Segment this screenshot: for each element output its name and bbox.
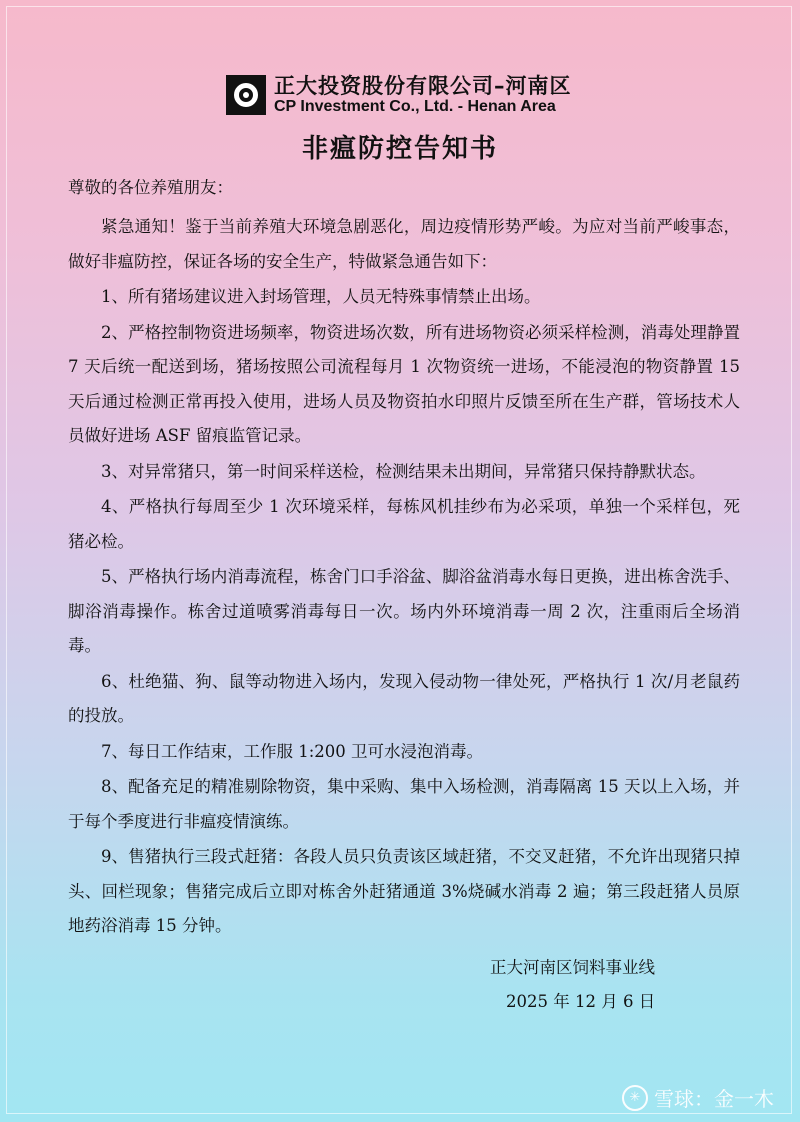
paragraph-item-8: 8、配备充足的精准剔除物资，集中采购、集中入场检测，消毒隔离 15 天以上入场，并于每个季度进行非瘟疫情演练。 [68,777,740,831]
watermark-text: 雪球：金一木 [654,1087,774,1111]
company-name-cn: 正大投资股份有限公司–河南区 [274,74,572,98]
paragraph-intro: 紧急通知！鉴于当前养殖大环境急剧恶化，周边疫情形势严峻。为应对当前严峻事态，做好非瘟防控，保证各场的安全生产，特做紧急通告如下： [68,217,740,271]
paragraph-item-7: 7、每日工作结束，工作服 1:200 卫可水浸泡消毒。 [101,741,484,761]
paragraph-item-6: 6、杜绝猫、狗、鼠等动物进入场内，发现入侵动物一律处死，严格执行 1 次/月老鼠药的投放。 [68,671,740,725]
paragraph-item-5: 5、严格执行场内消毒流程，栋舍门口手浴盆、脚浴盆消毒水每日更换，进出栋舍洗手、脚浴消毒操作。栋舍过道喷雾消毒每日一次。场内外环境消毒一周 2 次，注重雨后全场消毒。 [68,567,740,655]
salutation: 尊敬的各位养殖朋友： [68,178,233,197]
paragraph-item-3: 3、对异常猪只，第一时间采样送检，检测结果未出期间，异常猪只保持静默状态。 [101,461,706,481]
document-body [68,174,740,945]
company-name-en: CP Investment Co., Ltd. - Henan Area [274,98,556,115]
company-header [226,72,572,118]
watermark [622,1083,774,1112]
cp-logo-icon [226,75,266,115]
paragraph-item-1: 1、所有猪场建议进入封场管理，人员无特殊事情禁止出场。 [101,287,541,306]
xueqiu-logo-icon: ✳ [622,1085,648,1111]
signature-date: 2025 年 12 月 6 日 [506,992,656,1011]
signature-org: 正大河南区饲料事业线 [490,958,655,977]
document-title: 非瘟防控告知书 [301,134,498,164]
paragraph-item-2: 2、严格控制物资进场频率，物资进场次数，所有进场物资必须采样检测，消毒处理静置 7 天后统一配送到场，猪场按照公司流程每月 1 次物资统一进场，不能浸泡的物资静置 15 天后通过检测正常再投入使用，进场人员及物资拍水印照片反馈至所在生产群，管场技术人员做好进场 ASF 留痕监管记录。 [68,322,740,445]
company-name-block [274,74,572,116]
paragraph-item-4: 4、严格执行每周至少 1 次环境采样，每栋风机挂纱布为必采项，单独一个采样包，死猪必检。 [68,497,740,551]
paragraph-item-9: 9、售猪执行三段式赶猪：各段人员只负责该区域赶猪，不交叉赶猪，不允许出现猪只掉头、回栏现象；售猪完成后立即对栋舍外赶猪通道 3%烧碱水消毒 2 遍；第三段赶猪人员原地药浴消毒 15 分钟。 [68,847,740,935]
